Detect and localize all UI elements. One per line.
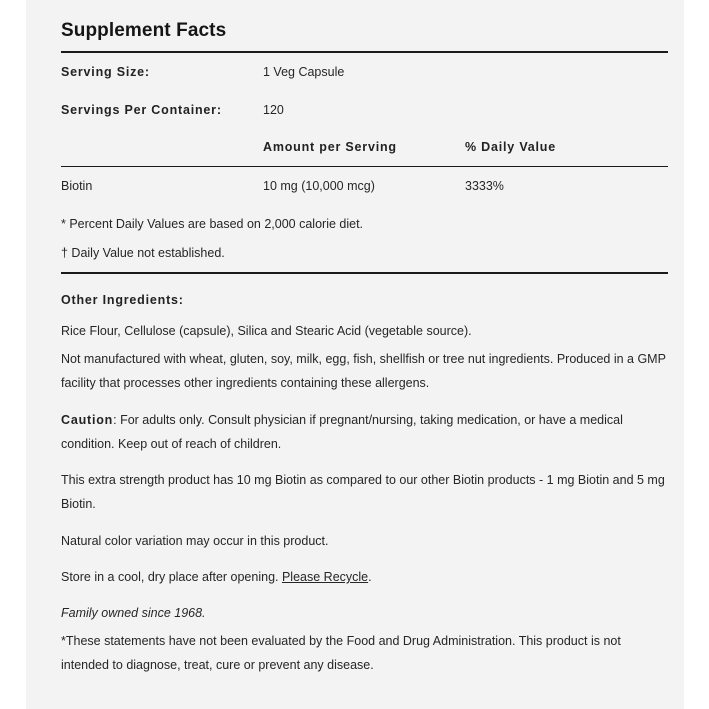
allergen-statement: Not manufactured with wheat, gluten, soy, milk, egg, fish, shellfish or tree nut ingredients. Produced in a GMP facility that processes other ingredients containing these allergens. (61, 352, 666, 390)
serving-size-row (61, 62, 668, 82)
nutrient-name: Biotin (61, 179, 93, 193)
table-header-divider (61, 166, 668, 167)
nutrient-daily-value: 3333% (465, 179, 504, 193)
caution-statement (61, 408, 668, 456)
servings-per-container-row (61, 100, 668, 120)
serving-size-label: Serving Size: (61, 65, 150, 79)
amount-per-serving-header: Amount per Serving (263, 140, 397, 154)
facts-bottom-divider (61, 272, 668, 274)
fda-disclaimer: *These statements have not been evaluated by the Food and Drug Administration. This product is not intended to diagnose, treat, cure or prevent any disease. (61, 634, 621, 672)
other-ingredients-label: Other Ingredients: (61, 293, 184, 307)
supplement-facts-panel (26, 0, 684, 709)
storage-text: Store in a cool, dry place after opening. (61, 570, 282, 584)
caution-label: Caution (61, 413, 114, 427)
other-ingredients-heading-row (61, 290, 668, 310)
nutrient-amount: 10 mg (10,000 mcg) (263, 179, 375, 193)
serving-size-value: 1 Veg Capsule (263, 65, 345, 79)
color-variation-statement: Natural color variation may occur in this product. (61, 534, 329, 548)
please-recycle-link[interactable]: Please Recycle (281, 570, 369, 584)
family-owned-statement: Family owned since 1968. (61, 606, 206, 620)
servings-per-container-label: Servings Per Container: (61, 103, 222, 117)
other-ingredients-text: Rice Flour, Cellulose (capsule), Silica and Stearic Acid (vegetable source). (61, 324, 472, 338)
storage-end: . (368, 570, 372, 584)
footnote-percent-dv (61, 214, 668, 234)
footnote-dagger (61, 243, 668, 263)
page-title: Supplement Facts (61, 20, 227, 41)
caution-text: : For adults only. Consult physician if pregnant/nursing, taking medication, or have a medical condition. Keep out of reach of children. (61, 413, 623, 451)
title-divider (61, 51, 668, 53)
daily-value-header: % Daily Value (465, 140, 556, 154)
footnote-percent-dv-text: * Percent Daily Values are based on 2,000 calorie diet. (61, 217, 364, 231)
table-header-row (61, 137, 668, 157)
servings-per-container-value: 120 (263, 103, 284, 117)
table-row (61, 176, 668, 196)
footnote-dagger-text: † Daily Value not established. (61, 246, 225, 260)
strength-statement: This extra strength product has 10 mg Biotin as compared to our other Biotin products - 1 mg Biotin and 5 mg Biotin. (61, 473, 665, 511)
storage-statement (61, 565, 668, 589)
